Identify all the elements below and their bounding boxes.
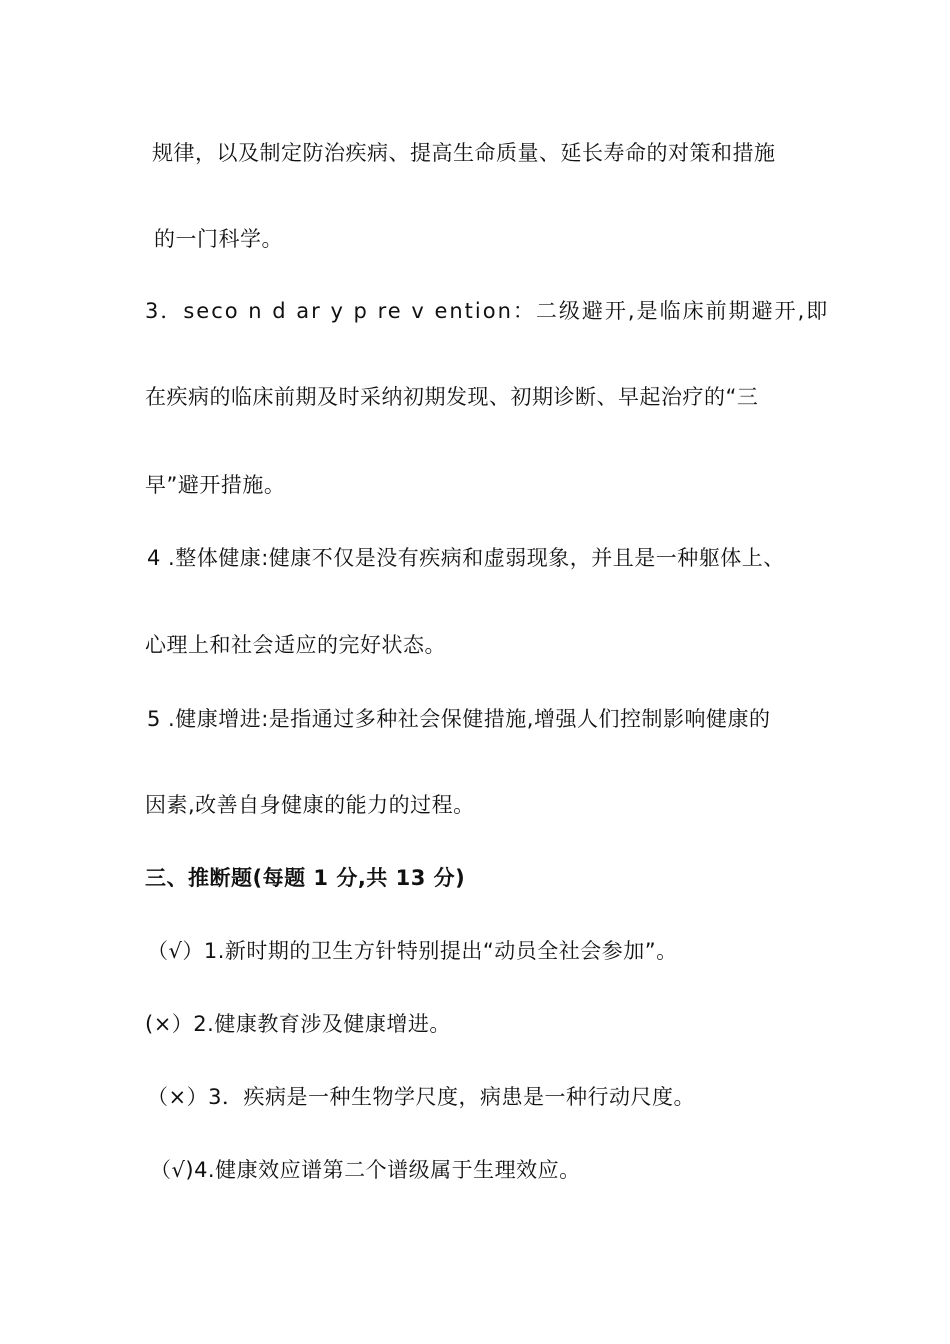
paragraph-line-2: 的一门科学。	[154, 227, 283, 251]
paragraph-line-1: 规律，以及制定防治疾病、提高生命质量、延长寿命的对策和措施	[152, 141, 776, 165]
paragraph-line-6: 4 .整体健康:健康不仅是没有疾病和虚弱现象，并且是一种躯体上、	[147, 546, 785, 570]
paragraph-line-8: 5 .健康增进:是指通过多种社会保健措施,增强人们控制影响健康的	[147, 707, 771, 731]
paragraph-line-9: 因素,改善自身健康的能力的过程。	[145, 793, 475, 817]
paragraph-line-3: 3．seco n d ar y p re v ention：二级避开,是临床前期避开,即	[145, 299, 830, 323]
judgement-item-3: （×）3．疾病是一种生物学尺度，病患是一种行动尺度。	[147, 1085, 695, 1109]
judgement-item-4: （√)4.健康效应谱第二个谱级属于生理效应。	[150, 1158, 581, 1182]
paragraph-line-7: 心理上和社会适应的完好状态。	[145, 633, 446, 657]
paragraph-line-4: 在疾病的临床前期及时采纳初期发现、初期诊断、早起治疗的“三	[145, 385, 759, 409]
paragraph-line-5: 早”避开措施。	[145, 473, 286, 497]
judgement-item-2: (×）2.健康教育涉及健康增进。	[145, 1012, 451, 1036]
judgement-item-1: （√）1.新时期的卫生方针特别提出“动员全社会参加”。	[147, 939, 678, 963]
section-heading: 三、推断题(每题 1 分,共 13 分)	[145, 866, 466, 890]
